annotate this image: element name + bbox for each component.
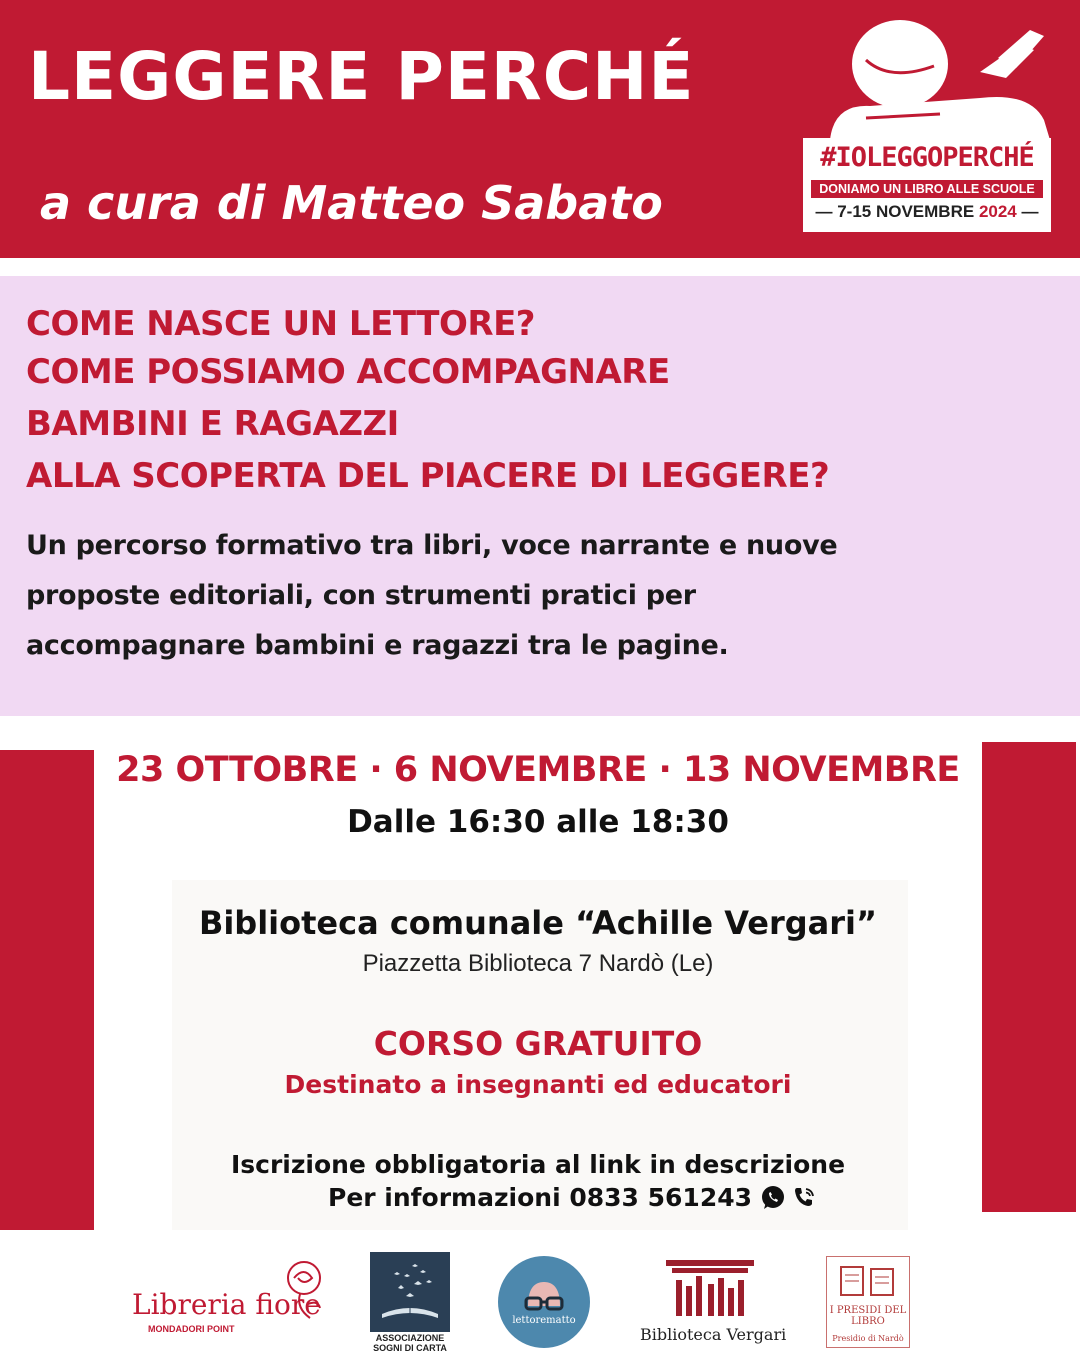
ioleggoperche-badge	[803, 138, 1051, 232]
badge-hashtag: #IOLEGGOPERCHÉ	[820, 142, 1034, 173]
book-butterflies-icon	[370, 1252, 450, 1332]
badge-dates: — 7-15 NOVEMBRE 2024 —	[815, 202, 1039, 221]
badge-year: 2024	[978, 202, 1017, 221]
event-dates: 23 OTTOBRE · 6 NOVEMBRE · 13 NOVEMBRE	[116, 750, 960, 790]
glasses-face-icon	[498, 1256, 590, 1348]
libreria-fiore-logo: Libreria fiore	[132, 1288, 321, 1321]
venue-name: Biblioteca comunale “Achille Vergari”	[198, 904, 878, 942]
presidi-name: I PRESIDI DEL LIBRO	[829, 1305, 907, 1327]
phone-icon	[792, 1185, 816, 1211]
description-line: proposte editoriali, con strumenti pratici per	[26, 580, 696, 611]
description-line: accompagnare bambini e ragazzi tra le pagine.	[26, 630, 729, 661]
question-line: COME NASCE UN LETTORE?	[26, 304, 536, 344]
badge-strip: DONIAMO UN LIBRO ALLE SCUOLE	[811, 180, 1043, 198]
reading-child-icon	[830, 12, 1060, 142]
question-line: BAMBINI E RAGAZZI	[26, 404, 399, 444]
lettorematto-logo	[498, 1256, 590, 1348]
course-target: Destinato a insegnanti ed educatori	[284, 1070, 792, 1099]
contact-info: Per informazioni 0833 561243	[328, 1183, 752, 1212]
whatsapp-icon	[760, 1185, 786, 1211]
open-books-icon	[827, 1257, 909, 1303]
event-time: Dalle 16:30 alle 18:30	[347, 804, 729, 840]
sogni-di-carta-logo	[370, 1252, 450, 1332]
decor-bar-left	[0, 750, 94, 1230]
lettorematto-name: lettorematto	[512, 1315, 576, 1326]
question-line: COME POSSIAMO ACCOMPAGNARE	[26, 352, 670, 392]
badge-date-range: 7-15 NOVEMBRE	[837, 202, 975, 221]
question-line: ALLA SCOPERTA DEL PIACERE DI LEGGERE?	[26, 456, 830, 496]
description-line: Un percorso formativo tra libri, voce narrante e nuove	[26, 530, 838, 561]
libreria-fiore-sub: MONDADORI POINT	[148, 1324, 235, 1334]
page-subtitle: a cura di Matteo Sabato	[40, 176, 663, 230]
presidi-sub: Presidio di Nardò	[832, 1334, 904, 1343]
registration-note: Iscrizione obbligatoria al link in descrizione	[230, 1150, 846, 1179]
page-title: LEGGERE PERCHÉ	[28, 38, 695, 115]
biblioteca-vergari-name: Biblioteca Vergari	[640, 1325, 787, 1344]
course-label: CORSO GRATUITO	[373, 1024, 703, 1063]
biblioteca-building-icon	[662, 1258, 758, 1320]
decor-bar-right	[982, 742, 1076, 1212]
venue-address: Piazzetta Biblioteca 7 Nardò (Le)	[362, 950, 714, 977]
sogni-di-carta-name: ASSOCIAZIONE SOGNI DI CARTA	[373, 1333, 447, 1353]
